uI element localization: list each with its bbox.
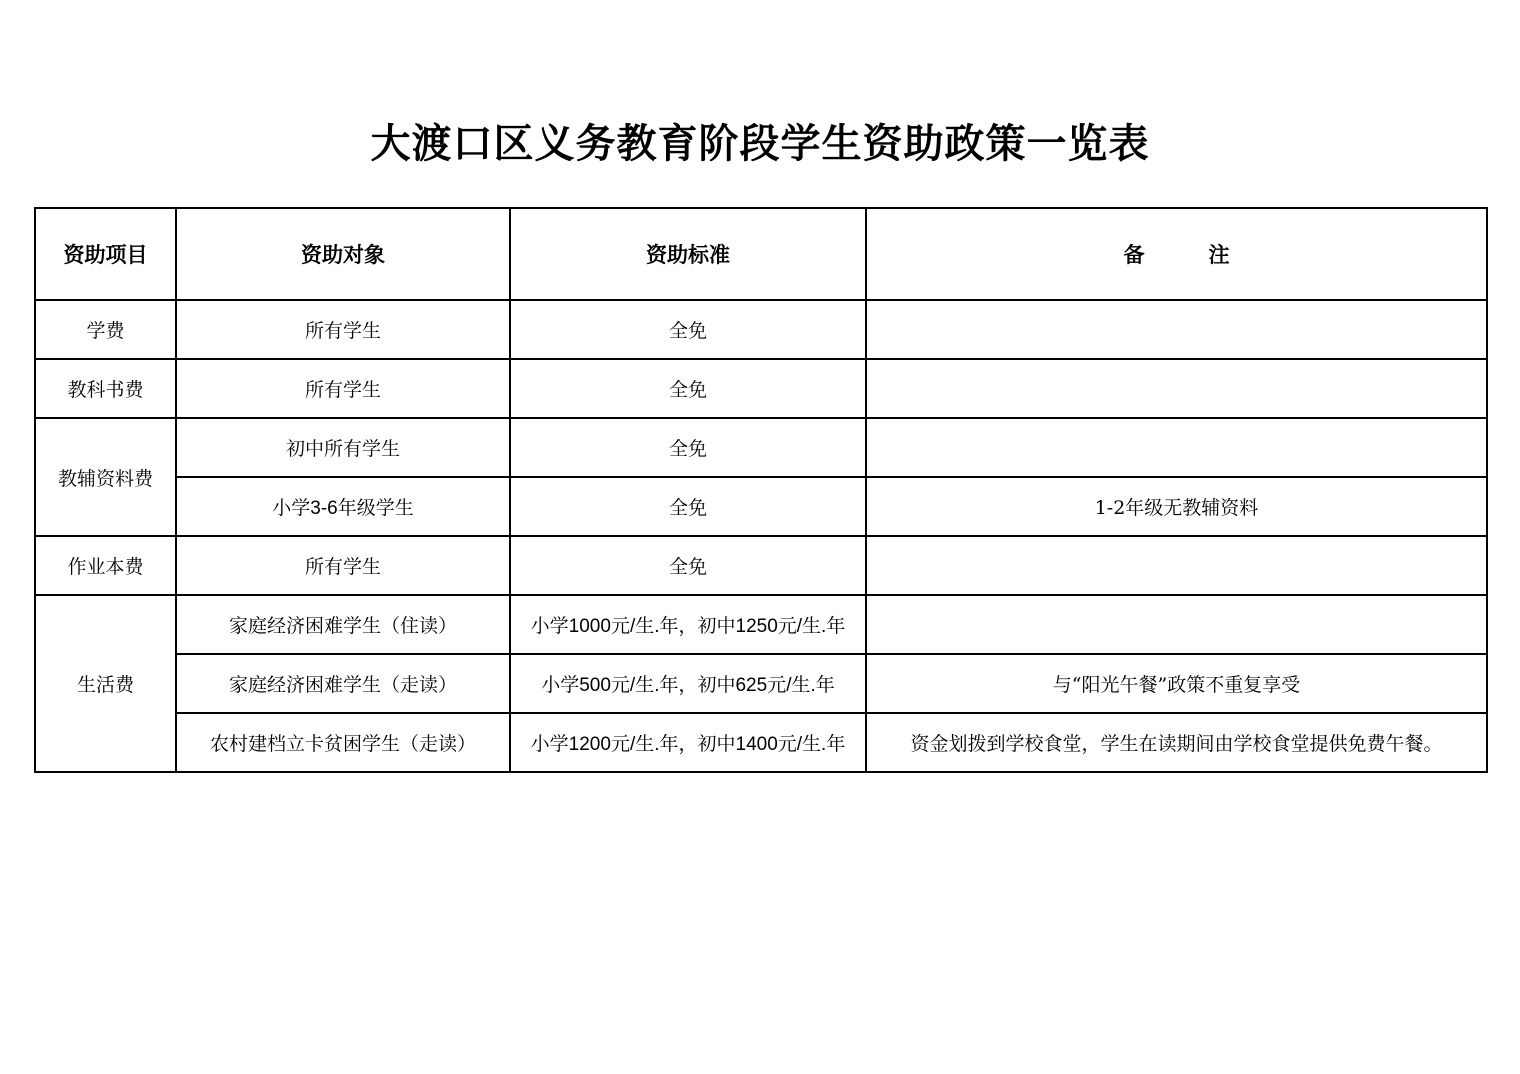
header-standard: 资助标准 (510, 208, 866, 300)
cell-standard: 全免 (510, 359, 866, 418)
cell-target: 农村建档立卡贫困学生（走读） (176, 713, 510, 772)
cell-target: 所有学生 (176, 536, 510, 595)
table-row (35, 359, 1487, 418)
cell-standard: 小学1000元/生.年，初中1250元/生.年 (510, 595, 866, 654)
cell-standard: 小学1200元/生.年，初中1400元/生.年 (510, 713, 866, 772)
cell-item: 教辅资料费 (35, 418, 176, 536)
cell-standard: 全免 (510, 477, 866, 536)
cell-standard: 全免 (510, 300, 866, 359)
header-note (866, 208, 1487, 300)
table-row (35, 418, 1487, 477)
cell-target: 所有学生 (176, 300, 510, 359)
cell-target: 家庭经济困难学生（走读） (176, 654, 510, 713)
cell-standard: 全免 (510, 418, 866, 477)
cell-target: 初中所有学生 (176, 418, 510, 477)
header-note-char-2: 注 (1208, 243, 1230, 267)
cell-item: 生活费 (35, 595, 176, 772)
header-target: 资助对象 (176, 208, 510, 300)
cell-note (866, 536, 1487, 595)
cell-note: 与“阳光午餐”政策不重复享受 (866, 654, 1487, 713)
cell-note (866, 300, 1487, 359)
cell-note: 资金划拨到学校食堂，学生在读期间由学校食堂提供免费午餐。 (866, 713, 1487, 772)
table-row (35, 713, 1487, 772)
policy-table (34, 207, 1488, 773)
cell-note (866, 418, 1487, 477)
cell-standard: 全免 (510, 536, 866, 595)
header-note-char-1: 备 (1123, 243, 1145, 267)
cell-note (866, 595, 1487, 654)
cell-target: 家庭经济困难学生（住读） (176, 595, 510, 654)
cell-item: 作业本费 (35, 536, 176, 595)
table-row (35, 477, 1487, 536)
cell-note (866, 359, 1487, 418)
cell-item: 学费 (35, 300, 176, 359)
table-row (35, 595, 1487, 654)
cell-target: 小学3-6年级学生 (176, 477, 510, 536)
page-title: 大渡口区义务教育阶段学生资助政策一览表 (370, 121, 1150, 167)
table-row (35, 536, 1487, 595)
cell-target: 所有学生 (176, 359, 510, 418)
header-item: 资助项目 (35, 208, 176, 300)
table-row (35, 300, 1487, 359)
cell-item: 教科书费 (35, 359, 176, 418)
cell-standard: 小学500元/生.年，初中625元/生.年 (510, 654, 866, 713)
cell-note: 1-2年级无教辅资料 (866, 477, 1487, 536)
table-header-row (35, 208, 1487, 300)
table-row (35, 654, 1487, 713)
